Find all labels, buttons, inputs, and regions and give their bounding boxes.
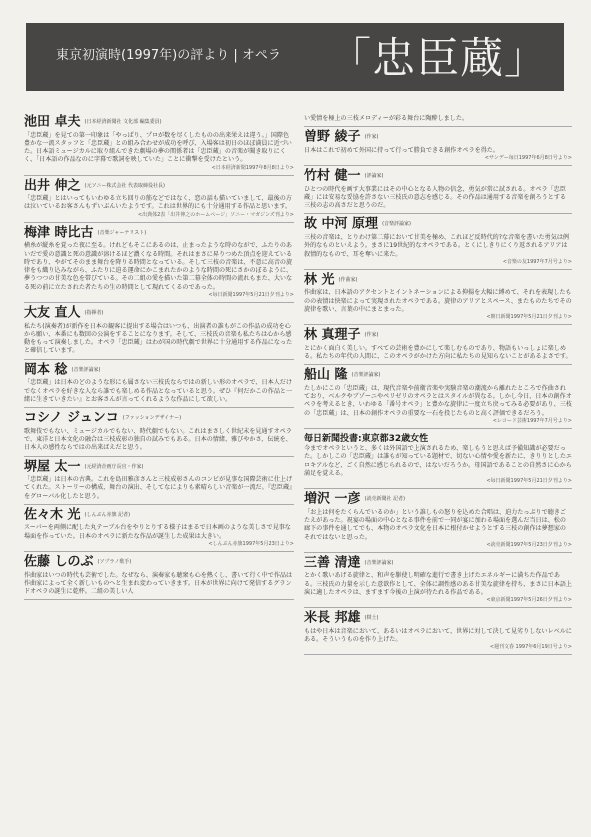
review-text: 「忠臣蔵」を見ての第一印象は「やっぱり、プロが数を尽くしたものの出来栄えは違う。」国際色豊かな一流スタッフと「忠臣蔵」との組み合わせが成功を呼び、入場客は初日のほぼ満員に近づいた。日本語ミュージカルに取り組んできた劇場の夢の関係者は「忠臣蔵」の音楽が聞き取りにくく、「日本語の作品なのに字幕で歌詞を映していた」ことに衝撃を受けたという。	[24, 131, 292, 164]
reviewer-role: (評論家)	[364, 173, 384, 180]
review-entry	[304, 270, 572, 325]
left-column	[24, 112, 294, 600]
review-entry	[24, 360, 294, 408]
reviewer-role: (しんぶん赤旗 記者)	[84, 511, 131, 518]
review-text: 「忠臣蔵」は日本の古典。これを島田雅彦さんと三枝成彰さんのコンビが見事な国際芸術に仕上げてくれた。ストーリーの構成、舞台の演出、そしてなによりも素晴らしい音楽が一流だ。『忠臣蔵』をグローバル化したと思う。	[24, 476, 293, 500]
review-source: <朝日新聞1997年5月21日夕刊より>	[486, 314, 572, 321]
reviewer-name	[24, 459, 294, 476]
reviewer-name	[304, 327, 572, 344]
reviewer-name-text: 故 中河 原理	[304, 216, 379, 232]
reviewer-role: (音楽評論家)	[382, 221, 411, 228]
reviewer-name	[24, 410, 294, 427]
review-entry	[304, 553, 572, 608]
review-text: 作曲家は、日本語のアクセントとイントネーションによる抑揚を大幅に縛めて、それを表現したものの表情は快楽によって実現されたオペラである。旋律のアリアとスペース、またものたちでその旋律を歌い、言葉の中にまとまった。	[304, 289, 572, 313]
reviewer-role: (元経済企画庁長官・作家)	[84, 463, 144, 470]
review-source: <日本経済新聞1997年8月8日より>	[211, 164, 294, 171]
review-source: <音楽の友1997年7月号より>	[502, 258, 572, 265]
title-banner	[26, 23, 564, 91]
reviewer-name	[24, 305, 294, 322]
reviewer-role: (作曲家)	[338, 276, 358, 283]
reviewer-name	[24, 178, 294, 195]
reviewer-name	[304, 610, 572, 627]
reviewer-role: (棋士)	[364, 615, 379, 622]
reviewer-name-text: コシノ ジュンコ	[24, 410, 119, 426]
review-text: 三枝の音楽は、とりわけ第二幕において甘美を極め、これほど反時代的?な音楽を書いた勇気は例外的なものといえよう。まさに19世紀的なオペラである。とくにしきりにくり返されるアリアは叙情的なもので、耳を奪いに来た。	[304, 233, 570, 258]
review-source: <レコード芸術1997年7月号より>	[492, 418, 572, 425]
review-entry	[304, 112, 572, 127]
banner-subtitle: 東京初演時(1997年)の評より | オペラ	[56, 48, 281, 63]
reader-letter-header: 毎日新聞投書:東京都32歳女性	[304, 434, 429, 445]
reviewer-role: (音楽評論家)	[71, 366, 101, 373]
reviewer-name-text: 岡本 稔	[24, 362, 68, 378]
review-entry	[304, 489, 572, 553]
reviewer-name	[304, 555, 572, 572]
review-text: ひとつの時代を画す大事業にはその中心となる人物の信念、勇気が常に試される。オペラ「忠臣蔵」には安易な妥協を許さない三枝氏の意志を感じる。その作品は通用する音楽を創ろうとする三枝の志の高さだと思うのだ。	[304, 185, 567, 210]
reviewer-role: (作家)	[364, 332, 379, 339]
reviewer-name	[24, 554, 294, 571]
review-text: とかく歌いあげる旋律と、和声を駆使し明確な進行で書き上げたエネルギーに満ちた作品である。三枝氏の力量を示した意欲作として、全体に調性感のある甘美な旋律を持ち、まさに日本語上演に適したオペラは、ますます今後の上演が待たれる作品である。	[304, 572, 573, 597]
review-entry	[304, 127, 572, 166]
review-entry	[304, 365, 572, 429]
review-text: 「忠臣蔵」とはいってもいわゆる立ち回りの筋などではなく、恋の話も描いていまして、最後の方は泣いているお客さんもずいぶんいたようです。これは世界的にも十分通用する作品と思います。	[24, 195, 292, 211]
reviewer-name	[24, 362, 294, 379]
reviewer-name-text: 出井 伸之	[24, 178, 81, 194]
right-column	[304, 112, 572, 655]
review-source: <出典体2表「出井伸之のホームページ」ソニー・マガジンズ刊より>	[137, 211, 294, 218]
review-source: <毎日新聞1997年5月21日夕刊より>	[208, 292, 294, 299]
review-entry	[24, 112, 294, 176]
review-source: <サンデー毎日1997年6月8日号より>	[484, 155, 572, 162]
review-text: スーパーを両側に配した丸テーブル台をやりとりする様子はまるで日本画のような美しさで見事な場面を作っていた。日本のオペラに新たな作品が誕生した成果は大きい。	[24, 524, 291, 540]
reviewer-role: (日本経済新聞社 文化部 編集委員)	[84, 119, 162, 125]
review-source: <毎日新聞1997年5月21日夕刊より>	[486, 478, 572, 485]
reviewer-role: (音楽評論家)	[351, 372, 381, 379]
reviewer-name	[304, 491, 572, 508]
reviewer-role: (元ソニー株式会社 代表取締役社長)	[84, 182, 165, 189]
reviewer-name-text: 三善 清達	[304, 555, 361, 571]
reviewer-name	[304, 129, 572, 146]
review-entry	[24, 176, 294, 223]
review-entry	[24, 457, 294, 505]
review-source: <週刊文春 1997年6月19日号より>	[489, 644, 572, 651]
review-text: もはや日本は音楽において、あるいはオペラにおいて、世界に対して決して見劣りしないレベルにある。そういうものを作り上げた。	[304, 627, 572, 644]
reviewer-name-text: 米長 邦雄	[304, 610, 361, 626]
reviewer-name-text: 林 真理子	[304, 327, 361, 343]
reviewer-name-text: 竹村 健一	[304, 168, 361, 184]
reviewer-role: (音楽評論家)	[364, 559, 394, 566]
reviewer-role: (ファッションデザイナー)	[122, 415, 182, 422]
review-entry	[304, 608, 572, 655]
reviewer-name	[24, 225, 294, 242]
reviewer-name	[304, 216, 572, 233]
reviewer-name-text: 佐藤 しのぶ	[24, 554, 94, 570]
review-entry	[304, 429, 572, 489]
review-entry	[24, 303, 294, 360]
reviewer-name-text: 佐々木 光	[24, 507, 81, 523]
reviewer-role: (ソプラノ歌手)	[97, 559, 132, 566]
review-text: 横糸が縦糸を覚った夜に至る。けれどもそこにあるのは、止まったような時のながで、ふたりのあいだで愛の意識と死の意識が溶けるほど濃くなる時間。それはまさに昇りつめた頂点を迎えている時であり、やがてそのまま舞台を降りる時間となっている。そして三枝の音楽は、不意に高音の旋律をも織り込みながら、ふたりに迫る運命にかこまれたかのような時間の死にさかのぼるように、夢うつつの甘美な色を帯びている。その二組の愛を描いた第二幕全体の時間の流れもまた、大いなる死の前に立たされた者たちの生の時間として現れてくるのであった。	[24, 242, 293, 291]
review-entry	[304, 166, 572, 214]
reviewer-name-text: 池田 卓夫	[24, 114, 81, 130]
reviewer-name-text: 大友 直人	[24, 305, 81, 321]
reviewer-name-text: 増沢 一彦	[304, 491, 361, 507]
review-text: とにかく面白く美しい。すべての芸術を豊かにして楽しむものであり、物語もいっしょに楽しめる。私たちの年代の人間に、このオペラがかけた方向に私たちの見知らないことがあるよさです。	[304, 344, 572, 361]
reviewer-name	[24, 507, 294, 524]
review-text: 「忠臣蔵」は日本のどのような形にも属さない三枝氏ならではの新しい形のオペラで、日本人だけでなくオペラを好きな人なら誰でも楽しめる作品となっていると思う。ぜひ『何だかこの作品と一緒に生きていきたい』とお客さんが言ってくれるような作品にして欲しい。	[24, 379, 293, 403]
review-text: 「お上は何をたくらんでいるのか」という誰しもの怒りを込めた合唱は、迫力たっぷりで聴きごたえがあった。祝宴の場面の中心となる事件を前で一同が宴に加わる場面を選んだ当日は、松の廊下の事件を通してでも、本物のオペラ文化を日本に根付かせようとする三枝の創作は夢想家のそれではないと思った。	[304, 508, 567, 541]
review-source: <東京新聞1997年5月26日夕刊より>	[486, 597, 572, 604]
reviewer-role: (音楽ジャーナリスト)	[97, 229, 147, 236]
review-text: 作曲家はいつの時代も芸術でした。なぜなら、演奏家も聴衆も心を熱くし、書いて行く中で作品は作曲家によって全く新しいものへと生まれ変わっていきます。日本が世界に向けて発信するグランドオペラの誕生に乾杯。二組の美しい人	[24, 571, 293, 596]
review-entry	[24, 223, 294, 303]
review-text: たしかにこの「忠臣蔵」は、現代音楽や前衛音楽や実験音楽の潮流から離れたところで作曲されており、ベルクやブゾーニやペリゼリのオペラとはスタイルが異なる。しかし今日、日本の創作オペラを考えるとき、いわゆる「番号オペラ」と豊かな旋律に一度立ち戻ってみる必要があり、三枝の「忠臣蔵」は、日本の創作オペラの重要な一石を投じたものと高く評価できるだろう。	[304, 384, 572, 417]
review-entry	[24, 552, 294, 600]
review-text: 今までオペラというと、多くは外国語で上演されるため、楽しもうと思えば予備知識が必要だった。しかしこの「忠臣蔵」は誰もが知っている題材で、切ない心情や愛を新たに、きりりとしたエロキアルなど、ごく自然に感じられるので、はないだろうか。母国語であることの自然さに心から満足を覚える。	[304, 445, 573, 477]
review-entry	[24, 408, 294, 456]
reviewer-name-text: 林 光	[304, 272, 335, 288]
review-text: 歌舞伎でもない、ミュージカルでもない、時代劇でもない。これはまさしく世紀末を見通すオペラで、東洋と日本文化の融合は三枝成彰の独自の試みでもある。日本の情緒、雅びやかさ、伝統を、日本人の感性ならではの出来ばえだと思う。	[24, 427, 292, 452]
reviewer-name-text: 梅津 時比古	[24, 225, 94, 241]
reviewer-name	[304, 367, 572, 384]
review-source: <しんぶん赤旗1997年5月23日より>	[208, 541, 294, 548]
reviewer-name-text: 船山 隆	[304, 367, 348, 383]
banner-title: 「忠臣蔵」	[328, 34, 548, 84]
review-text: 日本はこれで初めて外国に持って行って勝負できる創作オペラを得た。	[304, 146, 499, 154]
reviewer-role: (読売新聞社 記者)	[364, 496, 406, 503]
review-text: 私たち(演奏者)が新作を日本の観客に提出する場合はいつも、出演者の誰もがこの作品の成功を心から願い、本番にも数回の公演をすることになります。そして、三枝氏の音楽も私たちは心から感動をもって演奏しました。オペラ「忠臣蔵」はわが国の時代劇で世界に十分通用する作品になったと確信しています。	[24, 322, 293, 355]
reviewer-role: (作家)	[364, 134, 379, 141]
review-entry	[24, 505, 294, 552]
review-entry	[304, 325, 572, 365]
reviewer-name	[304, 272, 572, 289]
review-entry	[304, 214, 572, 269]
reviewer-name-text: 曽野 綾子	[304, 129, 361, 145]
reviewer-name	[304, 168, 572, 185]
reviewer-role: (指揮者)	[84, 310, 104, 317]
review-text: い愛情を極上の三枝メロディーが彩る舞台に陶酔しました。	[304, 115, 469, 122]
reviewer-name-text: 堺屋 太一	[24, 459, 81, 475]
review-source: <読売新聞1997年5月23日夕刊より>	[486, 541, 572, 548]
reviewer-name	[24, 114, 294, 131]
